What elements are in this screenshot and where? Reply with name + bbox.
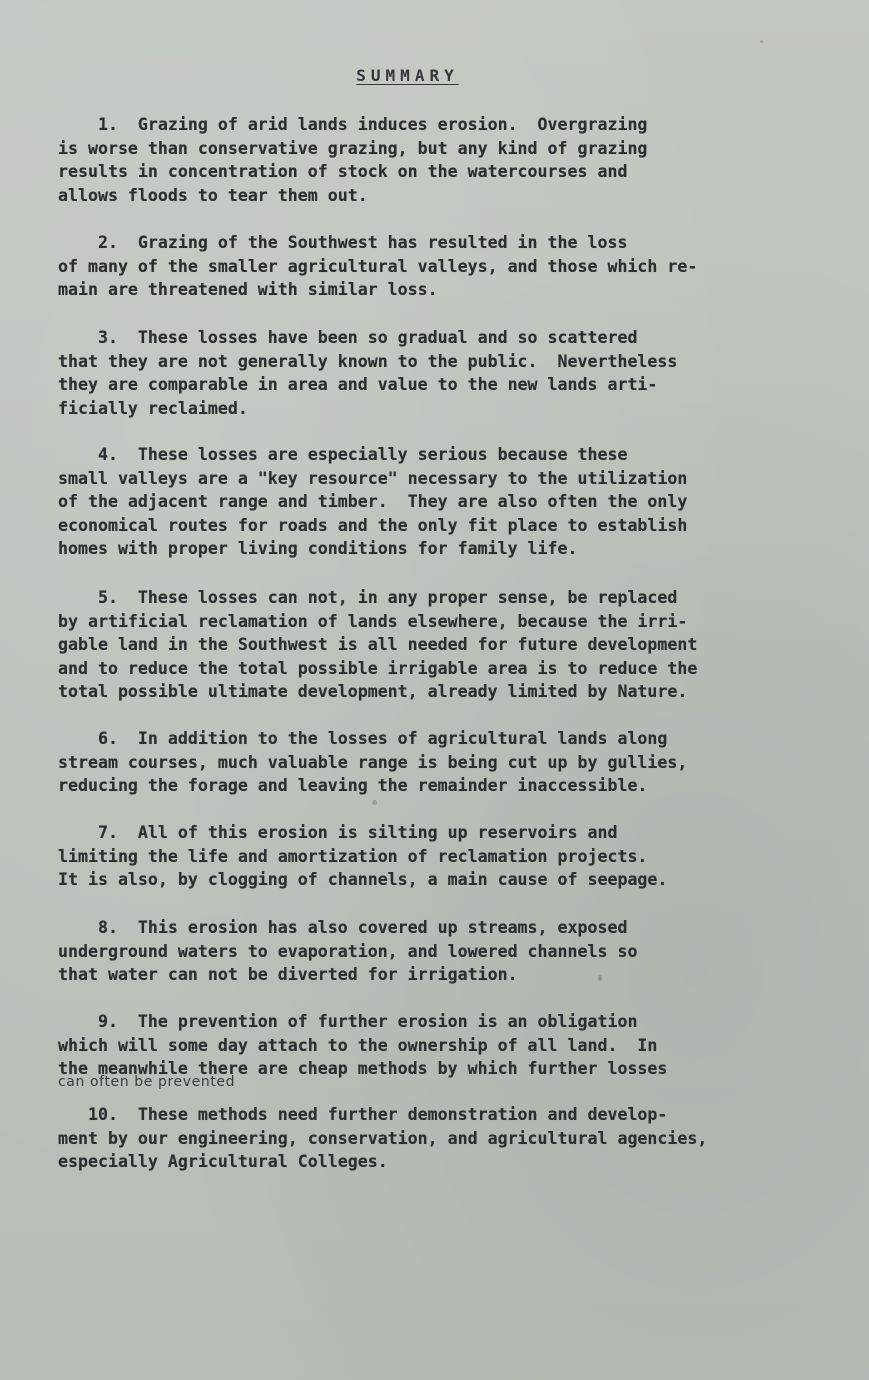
paragraph-3: 3. These losses have been so gradual and so scattered that they are not generally known to the public. Nevertheless they are comparable in area and value to the new lands arti- ficially reclaimed. (58, 328, 678, 418)
paragraph-4: 4. These losses are especially serious because these small valleys are a "key resource" necessary to the utilization of the adjacent range and timber. They are also often the only economical routes for roads and the only fit place to establish homes with proper living conditions for family life. (58, 445, 688, 558)
page-title: SUMMARY (356, 66, 459, 85)
paragraph-5: 5. These losses can not, in any proper sense, be replaced by artificial reclamation of lands elsewhere, because the irri- gable land in the Southwest is all needed for future development and to reduce the total possible irrigable area is to reduce the total possible ultimate development, already limited by Nature. (58, 588, 698, 701)
paragraph-7: 7. All of this erosion is silting up reservoirs and limiting the life and amortization of reclamation projects. It is also, by clogging of channels, a main cause of seepage. (58, 823, 668, 889)
paragraph-1: 1. Grazing of arid lands induces erosion. Overgrazing is worse than conservative grazing, but any kind of grazing results in concentration of stock on the watercourses and allows floods to tear them out. (58, 115, 648, 205)
paragraph-9: 9. The prevention of further erosion is an obligation which will some day attach to the ownership of all land. In the meanwhile there are cheap methods by which further losses (58, 1012, 668, 1078)
paragraph-8: 8. This erosion has also covered up streams, exposed underground waters to evaporation, and lowered channels so that water can not be diverted for irrigation. (58, 918, 638, 984)
paper-speck (760, 40, 763, 43)
paragraph-6: 6. In addition to the losses of agricultural lands along stream courses, much valuable range is being cut up by gullies, reducing the forage and leaving the remainder inaccessible. (58, 729, 688, 795)
handwritten-insertion: can often be prevented (58, 1074, 236, 1090)
paper-speck (598, 975, 602, 981)
paragraph-10: 10. These methods need further demonstration and develop- ment by our engineering, conservation, and agricultural agencies, especially Agricultural Colleges. (58, 1105, 708, 1171)
paper-speck (372, 800, 377, 805)
paragraph-2: 2. Grazing of the Southwest has resulted in the loss of many of the smaller agricultural valleys, and those which re- main are threatened with similar loss. (58, 233, 698, 299)
